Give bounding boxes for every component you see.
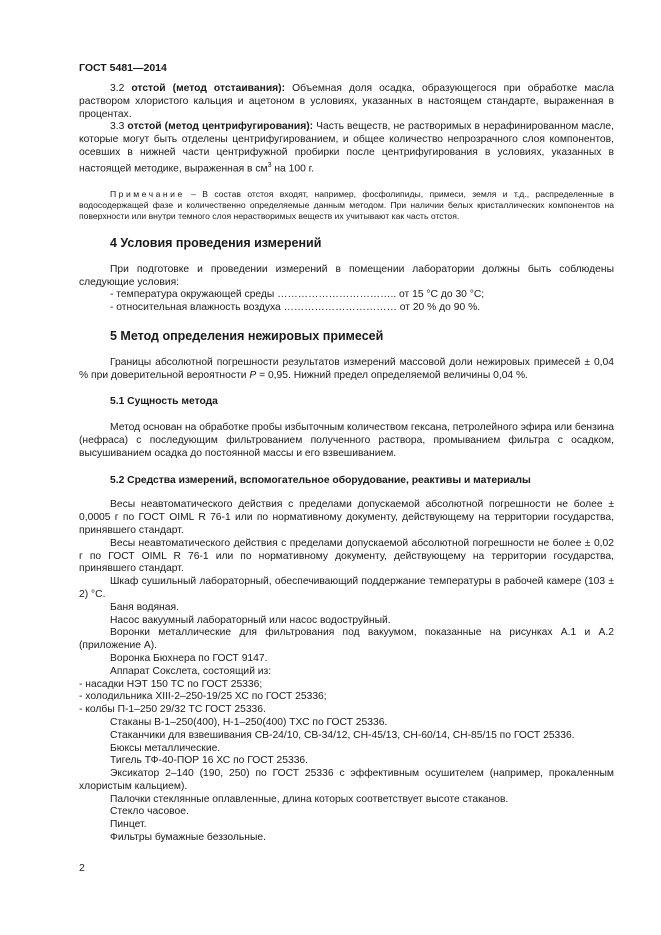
- section-4-title: 4 Условия проведения измерений: [110, 236, 322, 250]
- equipment-item: Баня водяная.: [110, 601, 179, 613]
- equipment-item: Шкаф сушильный лабораторный, обеспечивающий поддержание температуры в рабочей камере (103 ± 2) °С.: [79, 576, 614, 600]
- probability-symbol: Р: [249, 369, 257, 381]
- equipment-item: Весы неавтоматического действия с пределами допускаемой абсолютной погрешности не более ± 0,0005 г по ГОСТ OIML R 76-1 или по нормативному документу, действующему на территории государства, принявшего стандарт.: [79, 499, 614, 536]
- term-name: отстой (метод центрифугирования):: [127, 121, 314, 133]
- equipment-item: Стаканы В-1–250(400), Н-1–250(400) ТХС по ГОСТ 25336.: [110, 716, 388, 728]
- condition-item: - температура окружающей среды …………………………….. от 15 °С до 30 °С;: [110, 289, 485, 301]
- equipment-item: Стаканчики для взвешивания СВ-24/10, СВ-34/12, СН-45/13, СН-60/14, СН-85/15 по ГОСТ 25336.: [110, 729, 575, 741]
- equipment-item: Воронки металлические для фильтрования под вакуумом, показанные на рисунках А.1 и А.2 (приложение А).: [79, 627, 614, 652]
- section-5-1-text: Метод основан на обработке пробы избыточным количеством гексана, петролейного эфира или бензина (нефраса) с последующим фильтрованием полученного раствора, промыванием фильтра с осадком, высушиванием осадка до постоянной массы и его взвешиванием.: [79, 422, 614, 459]
- equipment-item: Насос вакуумный лабораторный или насос водоструйный.: [110, 614, 391, 626]
- equipment-item: Палочки стеклянные оплавленные, длина которых соответствует высоте стаканов.: [110, 793, 509, 805]
- document-body: [79, 83, 614, 845]
- term-name: отстой (метод отстаивания):: [131, 83, 286, 94]
- equipment-item: Эксикатор 2–140 (190, 250) по ГОСТ 25336 с эффективным осушителем (например, прокаленным хлористым кальцием).: [79, 768, 614, 792]
- section-5-intro: [79, 357, 614, 383]
- soxhlet-part: - насадки НЭТ 150 ТС по ГОСТ 25336;: [79, 678, 263, 690]
- document-header: ГОСТ 5481—2014: [79, 62, 167, 74]
- term-number: 3.2: [110, 83, 125, 94]
- equipment-item: Тигель ТФ-40-ПОР 16 ХС по ГОСТ 25336.: [110, 755, 309, 767]
- equipment-list: [79, 499, 614, 845]
- term-definition: Часть веществ, не растворимых в нерафинированном масле, которые могут быть отделены центрифугированием, и общее количество непрозрачного слоя компонентов, осевших в нижней части центрифужной пробирки после центрифугирования в условиях, указанных в настоящей методике, выраженная в см: [79, 121, 614, 175]
- equipment-item: Весы неавтоматического действия с пределами допускаемой абсолютной погрешности не более ± 0,02 г по ГОСТ OIML R 76-1 или по нормативному документу, действующему на территории государства, принявшего стандарт.: [79, 537, 614, 575]
- soxhlet-part: - холодильника ХIII-2–250-19/25 ХС по ГОСТ 25336;: [79, 691, 327, 703]
- page-number: 2: [79, 862, 85, 874]
- section-5-title: 5 Метод определения нежировых примесей: [110, 328, 384, 343]
- section-5-1-title: 5.1 Сущность метода: [110, 396, 218, 408]
- term-number: 3.3: [110, 121, 125, 133]
- equipment-item: Стекло часовое.: [110, 806, 189, 818]
- term-3-3: [79, 121, 614, 176]
- term-3-2: [79, 83, 614, 121]
- intro-text: Границы абсолютной погрешности результатов измерений массовой доли нежировых примесей ± 0,04 % при доверительной вероятности: [79, 356, 614, 381]
- intro-text-tail: = 0,95. Нижний предел определяемой величины 0,04 %.: [256, 369, 529, 381]
- note-label: Примечание: [110, 189, 185, 199]
- term-definition-tail: на 100 г.: [271, 163, 315, 175]
- equipment-item: Фильтры бумажные беззольные.: [110, 832, 266, 844]
- term-definition: Объемная доля осадка, образующегося при обработке масла раствором хлористого кальция и ацетоном в условиях, указанных в настоящем стандарте, выраженная в процентах.: [79, 83, 614, 120]
- superscript: 3: [267, 161, 272, 169]
- equipment-item: Воронка Бюхнера по ГОСТ 9147.: [110, 652, 268, 664]
- section-5-2-title: 5.2 Средства измерений, вспомогательное оборудование, реактивы и материалы: [110, 474, 531, 486]
- note-text: – В состав отстоя входят, например, фосфолипиды, примеси, земля и т.д., распределенные в водосодержащей фазе и количественно определяемые данным методом. При наличии белых кристаллических компонентов на поверхности или внутри темного слоя нерастворимых веществ их учитывают как часть отстоя.: [79, 189, 614, 221]
- equipment-item: Аппарат Сокслета, состоящий из:: [110, 665, 272, 677]
- soxhlet-part: - колбы П-1–250 29/32 ТС ГОСТ 25336.: [79, 704, 266, 716]
- equipment-item: Бюксы металлические.: [110, 742, 221, 754]
- section-4-intro: При подготовке и проведении измерений в помещении лаборатории должны быть соблюдены следующие условия:: [79, 263, 614, 288]
- note: [79, 189, 614, 222]
- equipment-item: Пинцет.: [110, 819, 147, 831]
- condition-item: - относительная влажность воздуха …………………………… от 20 % до 90 %.: [110, 302, 481, 314]
